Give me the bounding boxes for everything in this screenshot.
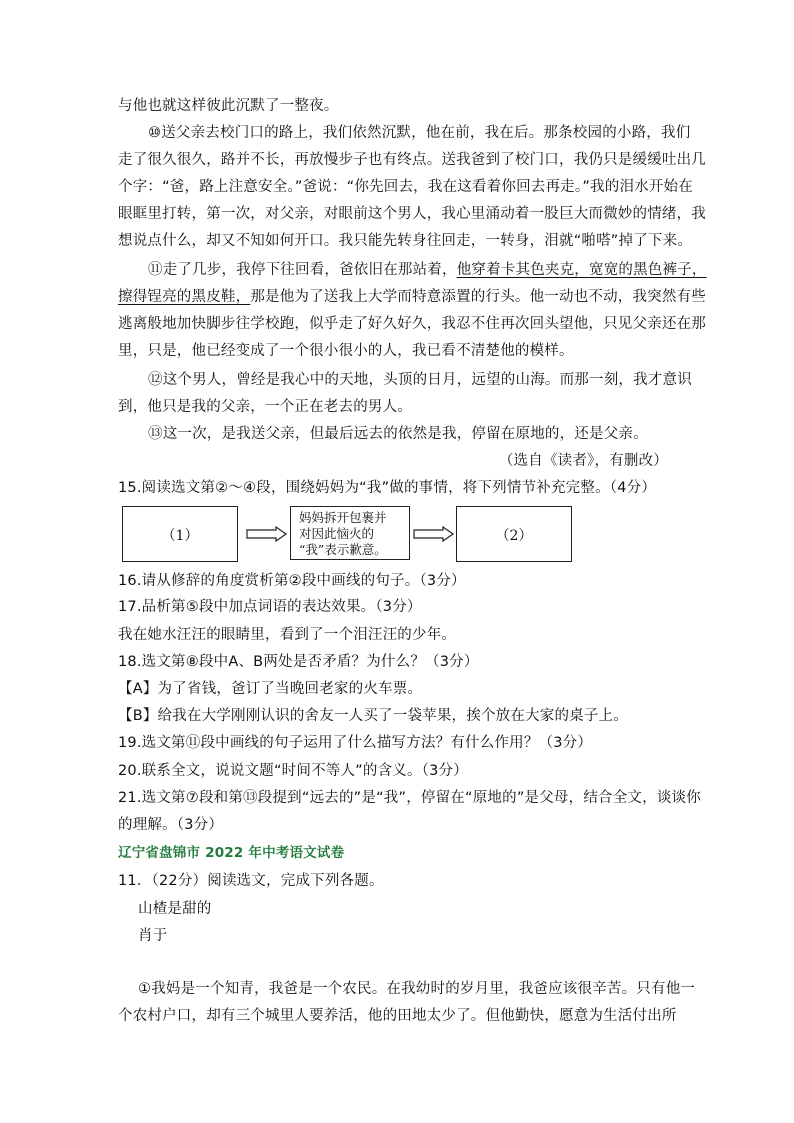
question-17-sentence: 我在她水汪汪的眼睛里，看到了一个泪汪汪的少年。: [118, 627, 457, 643]
source-citation: （选自《读者》，有删改）: [498, 453, 668, 469]
paragraph-1-line: 个农村户口，却有三个城里人要养活，他的田地太少了。但他勤快，愿意为生活付出所: [118, 1008, 677, 1024]
right-arrow-icon: [246, 526, 288, 542]
underlined-sentence: 擦得锃亮的黑皮鞋，: [118, 289, 251, 305]
answer-box-2: [456, 506, 572, 562]
question-21: 的理解。（3分）: [118, 817, 224, 833]
paragraph-1-line: ①我妈是一个知青，我爸是一个农民。在我幼时的岁月里，我爸应该很辛苦。只有他一: [138, 981, 696, 997]
answer-box-1: [122, 506, 238, 562]
given-event-box: [290, 506, 410, 560]
paragraph-11-line: 里，只是，他已经变成了一个很小很小的人，我已看不清楚他的模样。: [118, 343, 574, 359]
paragraph-11-line: [118, 287, 707, 307]
paragraph-11-line: 逃离般地加快脚步往学校跑，似乎走了好久好久，我忍不住再次回头望他，只见父亲还在那: [118, 316, 706, 332]
answer-box-2-label: （2）: [495, 528, 533, 544]
paragraph-13-line: ⑬这一次，是我送父亲，但最后远去的依然是我，停留在原地的，还是父亲。: [148, 426, 648, 442]
section-heading: 辽宁省盘锦市 2022 年中考语文试卷: [118, 845, 345, 861]
paragraph-12-line: 到，他只是我的父亲，一个正在老去的男人。: [118, 399, 412, 415]
paragraph-10-line: 眼眶里打转，第一次，对父亲，对眼前这个男人，我心里涌动着一股巨大而微妙的情绪，我: [118, 206, 706, 222]
given-event-line: 对因此恼火的: [299, 526, 375, 541]
question-21: 21.选文第⑦段和第⑬段提到“远去的”是“我”，停留在“原地的”是父母，结合全文，谈谈你: [118, 790, 701, 806]
article-title: 山楂是甜的: [138, 901, 212, 917]
question-20: 20.联系全文，说说文题“时间不等人”的含义。（3分）: [118, 763, 468, 779]
paragraph-10-line: 走了很久很久，路并不长，再放慢步子也有终点。送我爸到了校门口，我仍只是缓缓吐出几: [118, 152, 706, 168]
paragraph-10-line: 个字：“爸，路上注意安全。”爸说：“你先回去，我在这看着你回去再走。”我的泪水开始在: [118, 179, 693, 195]
given-event-line: “我”表示歉意。: [299, 542, 387, 557]
paragraph-10-line: 想说点什么，却又不知如何开口。我只能先转身往回走，一转身，泪就“啪嗒”掉了下来。: [118, 233, 693, 249]
paragraph-11-text: 那是他为了送我上大学而特意添置的行头。他一动也不动，我突然有些: [250, 289, 707, 305]
answer-box-1-label: （1）: [161, 528, 199, 544]
paragraph-11-line: [148, 260, 707, 280]
right-arrow-icon: [413, 526, 455, 542]
question-18-item-a: 【A】为了省钱，爸订了当晚回老家的火车票。: [118, 681, 423, 697]
question-11: 11．（22分）阅读选文，完成下列各题。: [118, 873, 384, 889]
paragraph-10-line: ⑩送父亲去校门口的路上，我们依然沉默，他在前，我在后。那条校园的小路，我们: [148, 125, 691, 141]
question-19: 19.选文第⑪段中画线的句子运用了什么描写方法？有什么作用？（3分）: [118, 735, 593, 751]
paragraph-12-line: ⑫这个男人，曾经是我心中的天地，头顶的日月，远望的山海。而那一刻，我才意识: [148, 372, 692, 388]
question-17: 17.品析第⑤段中加点词语的表达效果。（3分）: [118, 599, 422, 615]
text-line: 与他也就这样彼此沉默了一整夜。: [118, 98, 339, 114]
question-18-item-b: 【B】给我在大学刚刚认识的舍友一人买了一袋苹果，挨个放在大家的桌子上。: [118, 708, 628, 724]
paragraph-11-text: ⑪走了几步，我停下往回看，爸依旧在那站着，: [148, 262, 457, 278]
underlined-sentence: 他穿着卡其色夹克，宽宽的黑色裤子，: [456, 262, 707, 278]
question-16: 16.请从修辞的角度赏析第②段中画线的句子。（3分）: [118, 573, 466, 589]
question-15: 15.阅读选文第②～④段，围绕妈妈为“我”做的事情，将下列情节补充完整。（4分）: [118, 480, 657, 496]
question-18: 18.选文第⑧段中A、B两处是否矛盾？为什么？（3分）: [118, 654, 479, 670]
given-event-line: 妈妈拆开包裹并: [299, 510, 387, 525]
article-author: 肖于: [138, 928, 168, 944]
